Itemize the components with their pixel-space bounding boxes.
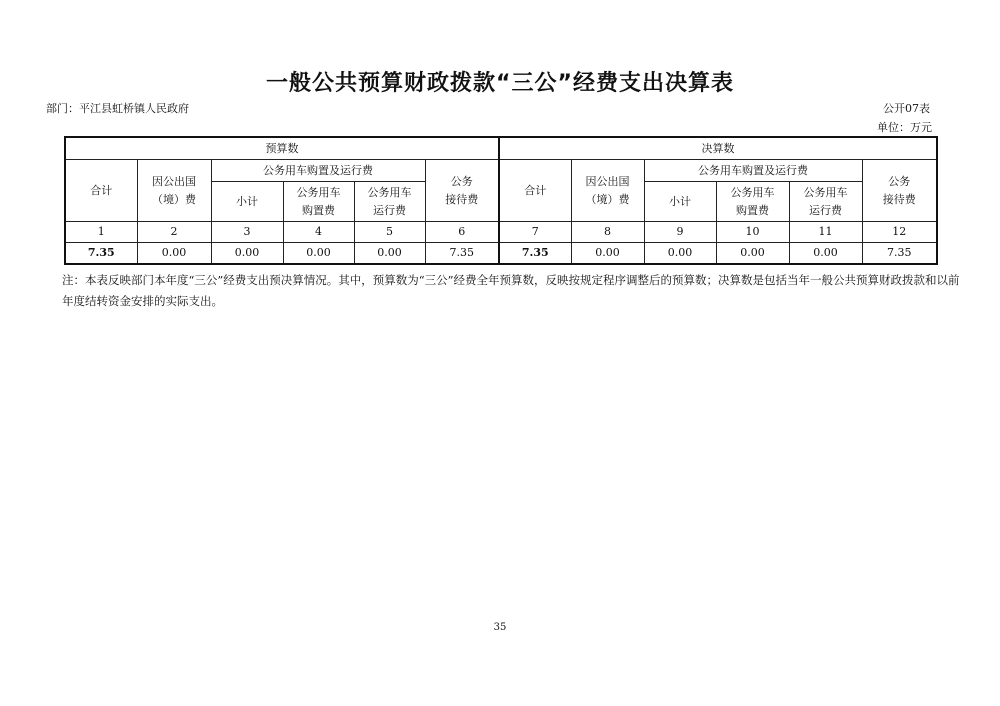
final-operation-header [789,182,862,222]
header-line: 购置费 [736,203,770,217]
budget-vehicle-group-header: 公务用车购置及运行费 [211,160,425,182]
final-abroad-header [571,160,644,222]
final-reception-value: 7.35 [862,243,937,265]
budget-operation-value: 0.00 [354,243,425,265]
document-title: 一般公共预算财政拨款“三公”经费支出决算表 [266,71,734,96]
budget-purchase-value: 0.00 [283,243,354,265]
column-number: 8 [571,222,644,243]
column-number: 12 [862,222,937,243]
final-group-header: 决算数 [499,137,937,160]
column-number: 9 [644,222,716,243]
final-purchase-header [716,182,789,222]
budget-reception-value: 7.35 [425,243,499,265]
budget-purchase-header [283,182,354,222]
final-total-header: 合计 [499,160,571,222]
header-line: 公务用车 [367,185,412,199]
table-note: 注：本表反映部门本年度“三公”经费支出预决算情况。其中，预算数为“三公”经费全年预算数，反映按规定程序调整后的预算数；决算数是包括当年一般公共预算财政拨款和以前年度结转资金安排的实际支出。 [62,273,960,308]
budget-group-header: 预算数 [65,137,499,160]
header-line: 购置费 [302,203,335,217]
page-number: 35 [493,622,507,633]
unit-label: 单位：万元 [877,121,932,134]
header-line: （境）费 [152,192,196,206]
header-line: 接待费 [445,192,479,206]
department-label: 部门：平江县虹桥镇人民政府 [46,102,189,115]
expense-table [64,136,938,265]
budget-total-value: 7.35 [65,243,137,265]
column-number: 5 [354,222,425,243]
column-number: 7 [499,222,571,243]
final-abroad-value: 0.00 [571,243,644,265]
budget-subtotal-value: 0.00 [211,243,283,265]
budget-abroad-header [137,160,211,222]
header-line: 因公出国 [152,174,196,188]
column-number: 11 [789,222,862,243]
column-number: 1 [65,222,137,243]
header-line: 接待费 [882,192,916,206]
final-total-value: 7.35 [499,243,571,265]
final-operation-value: 0.00 [789,243,862,265]
budget-operation-header [354,182,425,222]
header-line: （境）费 [585,192,630,206]
column-number: 6 [425,222,499,243]
budget-reception-header [425,160,499,222]
column-number: 10 [716,222,789,243]
header-line: 公务用车 [803,185,848,199]
column-number: 3 [211,222,283,243]
column-number: 2 [137,222,211,243]
header-line: 运行费 [373,203,406,217]
final-subtotal-header: 小计 [644,182,716,222]
header-line: 公务 [450,174,473,188]
header-line: 公务用车 [730,185,775,199]
final-reception-header [862,160,937,222]
header-line: 因公出国 [585,174,630,188]
column-number: 4 [283,222,354,243]
final-subtotal-value: 0.00 [644,243,716,265]
final-vehicle-group-header: 公务用车购置及运行费 [644,160,862,182]
budget-subtotal-header: 小计 [211,182,283,222]
budget-abroad-value: 0.00 [137,243,211,265]
form-code: 公开07表 [883,102,930,115]
header-line: 公务 [888,174,911,188]
budget-total-header: 合计 [65,160,137,222]
header-line: 运行费 [809,203,843,217]
header-line: 公务用车 [296,185,341,199]
final-purchase-value: 0.00 [716,243,789,265]
